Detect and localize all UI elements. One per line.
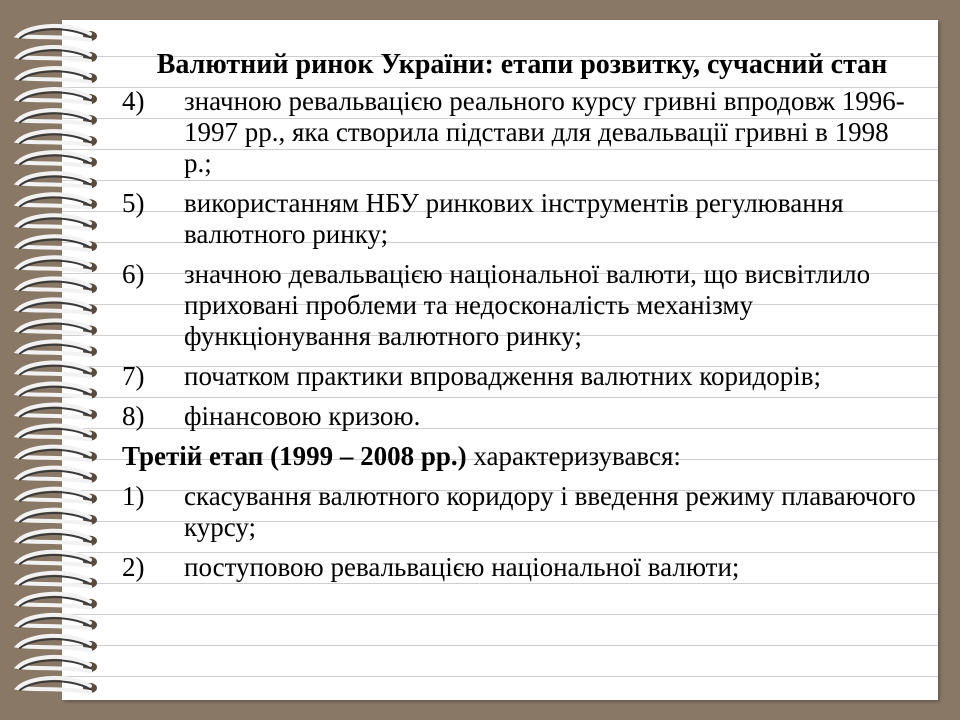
list-item [122, 188, 922, 250]
list-item-text: використанням НБУ ринкових інструментів регулювання валютного ринку; [184, 188, 844, 249]
spiral-binding-icon [0, 20, 110, 700]
list-item-number: 2) [122, 552, 145, 582]
list-item [122, 259, 922, 352]
list-item-number: 5) [122, 188, 145, 218]
list-item-text: значною ревальвацією реального курсу гривні впродовж 1996-1997 рр., яка створила підстави для девальвації гривні в 1998 р.; [184, 86, 905, 178]
list-item-number: 4) [122, 86, 145, 116]
list-item-text: поступовою ревальвацією національної валюти; [184, 552, 740, 582]
stage-heading [122, 441, 922, 472]
list-item-number: 1) [122, 481, 145, 511]
list-item [122, 552, 922, 583]
list-item [122, 481, 922, 543]
list-item-text: початком практики впровадження валютних коридорів; [184, 361, 821, 391]
list-item [122, 361, 922, 392]
list-item-text: скасування валютного коридору і введення режиму плаваючого курсу; [184, 481, 916, 542]
list-item [122, 401, 922, 432]
list-item-number: 8) [122, 401, 145, 431]
slide-title: Валютний ринок України: етапи розвитку, сучасний стан [156, 49, 888, 80]
list-item-text: фінансовою кризою. [184, 401, 421, 431]
slide-content [122, 48, 922, 592]
stage-description: характеризувався: [466, 441, 681, 471]
list-item-number: 6) [122, 259, 145, 289]
list-item [122, 86, 922, 179]
stage-title: Третій етап (1999 – 2008 рр.) [122, 441, 467, 471]
list-item-text: значною девальвацією національної валюти, що висвітлило приховані проблеми та недосконалість механізму функціонування валютного ринку; [184, 259, 871, 351]
list-item-number: 7) [122, 361, 145, 391]
